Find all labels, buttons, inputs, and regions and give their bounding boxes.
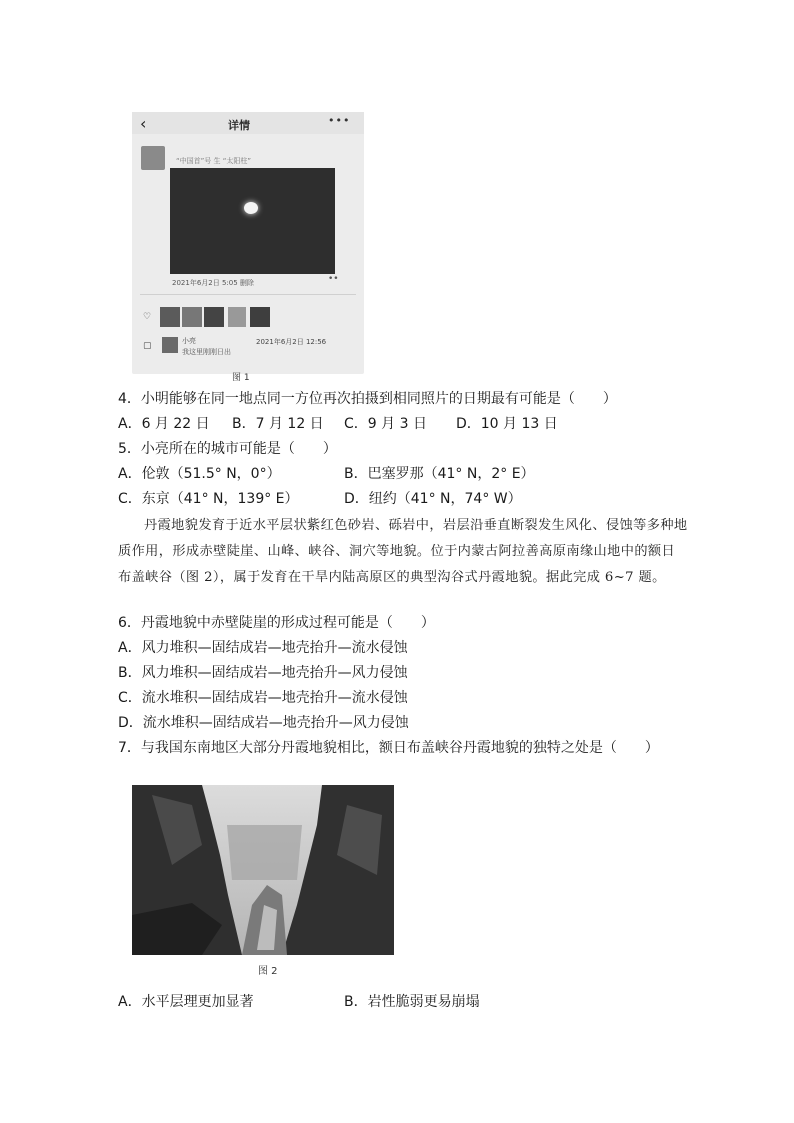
menu-dots-icon: ••• <box>328 114 351 127</box>
canyon-illustration <box>132 785 394 955</box>
back-icon: ‹ <box>140 114 147 133</box>
liker-avatar <box>228 307 246 327</box>
liker-avatar <box>182 307 202 327</box>
q6-option-b: B．风力堆积—固结成岩—地壳抬升—风力侵蚀 <box>118 665 408 681</box>
topbar-title: 详情 <box>228 119 250 132</box>
figure-2-label: 图 2 <box>258 966 278 977</box>
q5-option-b: B．巴塞罗那（41° N，2° E） <box>344 466 535 482</box>
poster-avatar <box>141 146 165 170</box>
figure-2-canyon-photo <box>132 785 394 955</box>
liker-avatar <box>204 307 224 327</box>
question-4-stem: 4．小明能够在同一地点同一方位再次拍摄到相同照片的日期最有可能是（ ） <box>118 391 617 407</box>
q6-option-a: A．风力堆积—固结成岩—地壳抬升—流水侵蚀 <box>118 640 408 656</box>
question-5-stem: 5．小亮所在的城市可能是（ ） <box>118 441 337 457</box>
more-icon: •• <box>328 274 339 284</box>
passage-paragraph <box>118 513 688 591</box>
q4-option-b: B．7 月 12 日 <box>232 416 324 432</box>
sunrise-photo <box>170 168 335 274</box>
comment-text: 我这里刚刚日出 <box>182 348 231 356</box>
q4-option-c: C．9 月 3 日 <box>344 416 427 432</box>
question-7-stem: 7．与我国东南地区大部分丹霞地貌相比，额日布盖峡谷丹霞地貌的独特之处是（ ） <box>118 740 659 756</box>
sun-icon <box>244 202 258 214</box>
figure-1-screenshot <box>132 112 364 374</box>
post-time: 2021年6月2日 5:05 删除 <box>172 279 254 287</box>
q4-option-a: A．6 月 22 日 <box>118 416 210 432</box>
comment-time: 2021年6月2日 12:56 <box>256 338 327 346</box>
comment-icon: ▢ <box>143 341 152 351</box>
q6-option-c: C．流水堆积—固结成岩—地壳抬升—流水侵蚀 <box>118 690 408 706</box>
liker-avatar <box>250 307 270 327</box>
heart-icon: ♡ <box>143 312 152 322</box>
q7-option-b: B．岩性脆弱更易崩塌 <box>344 994 480 1010</box>
liker-avatar <box>160 307 180 327</box>
q5-option-c: C．东京（41° N，139° E） <box>118 491 299 507</box>
q4-option-d: D．10 月 13 日 <box>456 416 558 432</box>
q6-option-d: D．流水堆积—固结成岩—地壳抬升—风力侵蚀 <box>118 715 409 731</box>
divider <box>140 294 356 295</box>
q7-option-a: A．水平层理更加显著 <box>118 994 254 1010</box>
commenter-avatar <box>162 337 178 353</box>
q5-option-a: A．伦敦（51.5° N，0°） <box>118 466 281 482</box>
app-topbar <box>132 112 364 134</box>
commenter-name: 小亮 <box>182 337 196 345</box>
post-caption: “中国首”号 生 “太阳柱” <box>176 157 251 165</box>
q5-option-d: D．纽约（41° N，74° W） <box>344 491 522 507</box>
question-6-stem: 6．丹霞地貌中赤壁陡崖的形成过程可能是（ ） <box>118 615 435 631</box>
passage-text: 丹霞地貌发育于近水平层状紫红色砂岩、砾岩中，岩层沿垂直断裂发生风化、侵蚀等多种地质作用，形成赤壁陡崖、山峰、峡谷、洞穴等地貌。位于内蒙古阿拉善高原南缘山地中的额日布盖峡谷（图 2），属于发育在干旱内陆高原区的典型沟谷式丹霞地貌。据此完成 6~7 题。 <box>118 518 688 585</box>
figure-1-label: 图 1 <box>232 373 250 383</box>
